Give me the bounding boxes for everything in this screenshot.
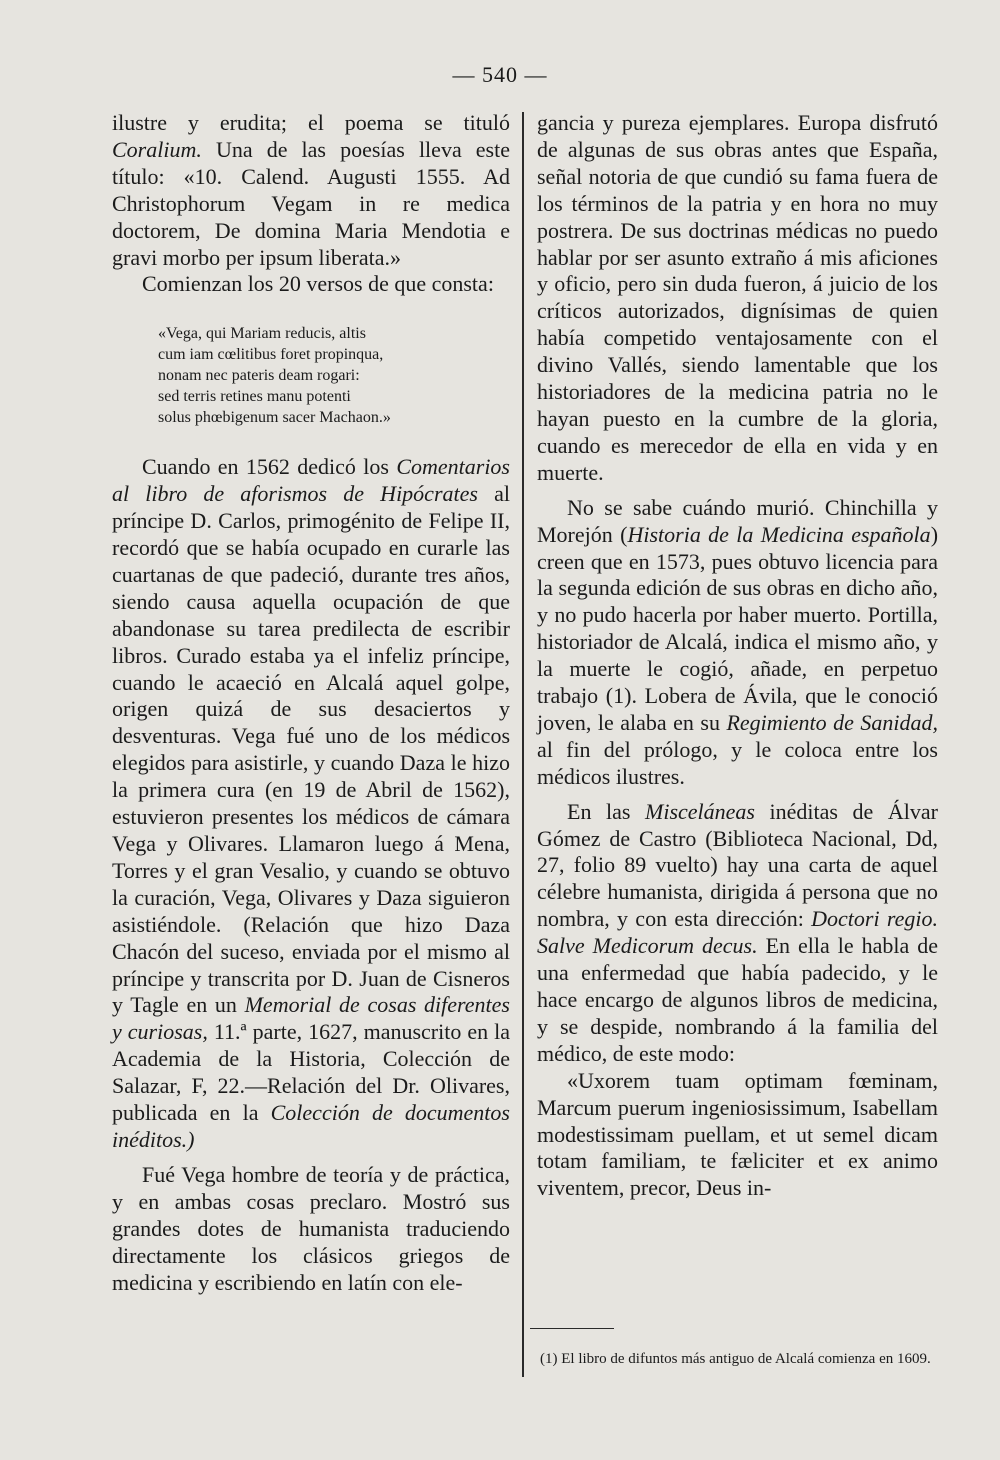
right-column bbox=[537, 110, 938, 1202]
verse-line: nonam nec pateris deam rogari: bbox=[158, 366, 360, 384]
verse-line: sed terris retines manu potenti bbox=[158, 387, 351, 405]
paragraph: Comienzan los 20 versos de que consta: bbox=[142, 271, 494, 297]
paragraph: gancia y pureza ejemplares. Europa disfrutó de algunas de sus obras antes que España, señal notoria de que cundió su fama fuera de los términos de la patria y en hora no muy postrera. De sus doctrinas médicas no puedo hablar por ser asunto extraño á mis aficiones y oficio, pero sin duda fueron, á juicio de los críticos autorizados, dignísimas de quien había competido ventajosamente con el divino Vallés, siendo lamentable que los historiadores de la medicina patria no le hayan puesto en la cumbre de la gloria, cuando es merecedor de ella en vida y en muerte. bbox=[537, 110, 938, 485]
paragraph: Fué Vega hombre de teoría y de práctica, y en ambas cosas preclaro. Mostró sus grandes dotes de humanista traduciendo directamente los clásicos griegos de medicina y escribiendo en latín con ele- bbox=[112, 1161, 510, 1295]
paragraph: Cuando en 1562 dedicó los Comentarios al libro de aforismos de Hipócrates al príncipe D. Carlos, primogénito de Felipe II, recordó que se había ocupado en curarle las cuartanas de que padeció, durante tres años, siendo causa aquella ocupación de que abandonase su tarea predilecta de escribir libros. Curado estaba ya el infeliz príncipe, cuando le acaeció en Alcalá aquel golpe, origen quizá de sus desaciertos y desventuras. Vega fué uno de los médicos elegidos para asistirle, y cuando Daza le hizo la primera cura (en 19 de Abril de 1562), estuvieron presentes los médicos de cámara Vega y Olivares. Llamaron luego á Mena, Torres y el gran Vesalio, y cuando se obtuvo la curación, Vega, Olivares y Daza siguieron asistiéndole. (Relación que hizo Daza Chacón del suceso, enviada por el mismo al príncipe y transcrita por D. Juan de Cisneros y Tagle en un Memorial de cosas diferentes y curiosas, 11.ª parte, 1627, manuscrito en la Academia de la Historia, Colección de Salazar, F, 22.—Relación del Dr. Olivares, publicada en la Colección de documentos inéditos.) bbox=[112, 454, 511, 1152]
footnote: (1) El libro de difuntos más antiguo de Alcalá comienza en 1609. bbox=[540, 1351, 931, 1367]
paragraph: En las Misceláneas inéditas de Álvar Gómez de Castro (Biblioteca Nacional, Dd, 27, folio 89 vuelto) hay una carta de aquel célebre humanista, dirigida á persona que no nombra, y con esta dirección: Doctori regio. Salve Medicorum decus. En ella le habla de una enfermedad que había padecido, y le hace encargo de algunos libros de medicina, y se despide, nombrando á la familia del médico, de este modo: bbox=[537, 798, 939, 1066]
verse-line: «Vega, qui Mariam reducis, altis bbox=[158, 325, 366, 343]
verse-line: solus phœbigenum sacer Machaon.» bbox=[158, 408, 391, 426]
verse-block bbox=[158, 324, 510, 428]
column-divider bbox=[522, 112, 524, 1377]
verse-line: cum iam cœlitibus foret propinqua, bbox=[158, 346, 384, 364]
paragraph: «Uxorem tuam optimam fœminam, Marcum puerum ingeniosissimum, Isabellam modestissimam puellam, et ut semel dicam totam familiam, te fæliciter et ex animo viventem, precor, Deus in- bbox=[537, 1067, 938, 1201]
paragraph: ilustre y erudita; el poema se tituló Coralium. Una de las poesías lleva este título: «10. Calend. Augusti 1555. Ad Christophorum Vegam in re medica doctorem, De domina Maria Mendotia e gravi morbo per ipsum liberata.» bbox=[112, 110, 510, 270]
paragraph: No se sabe cuándo murió. Chinchilla y Morejón (Historia de la Medicina española) creen que en 1573, pues obtuvo licencia para la segunda edición de sus obras en dicho año, y no pudo hacerla por haber muerto. Portilla, historiador de Alcalá, indica el mismo año, y la muerte le cogió, añade, en perpetuo trabajo (1). Lobera de Ávila, que le conoció joven, le alaba en su Regimiento de Sanidad, al fin del prólogo, y le coloca entre los médicos ilustres. bbox=[537, 494, 939, 789]
footnote-divider bbox=[530, 1328, 614, 1329]
left-column bbox=[112, 110, 510, 1296]
page-number: — 540 — bbox=[452, 62, 548, 87]
